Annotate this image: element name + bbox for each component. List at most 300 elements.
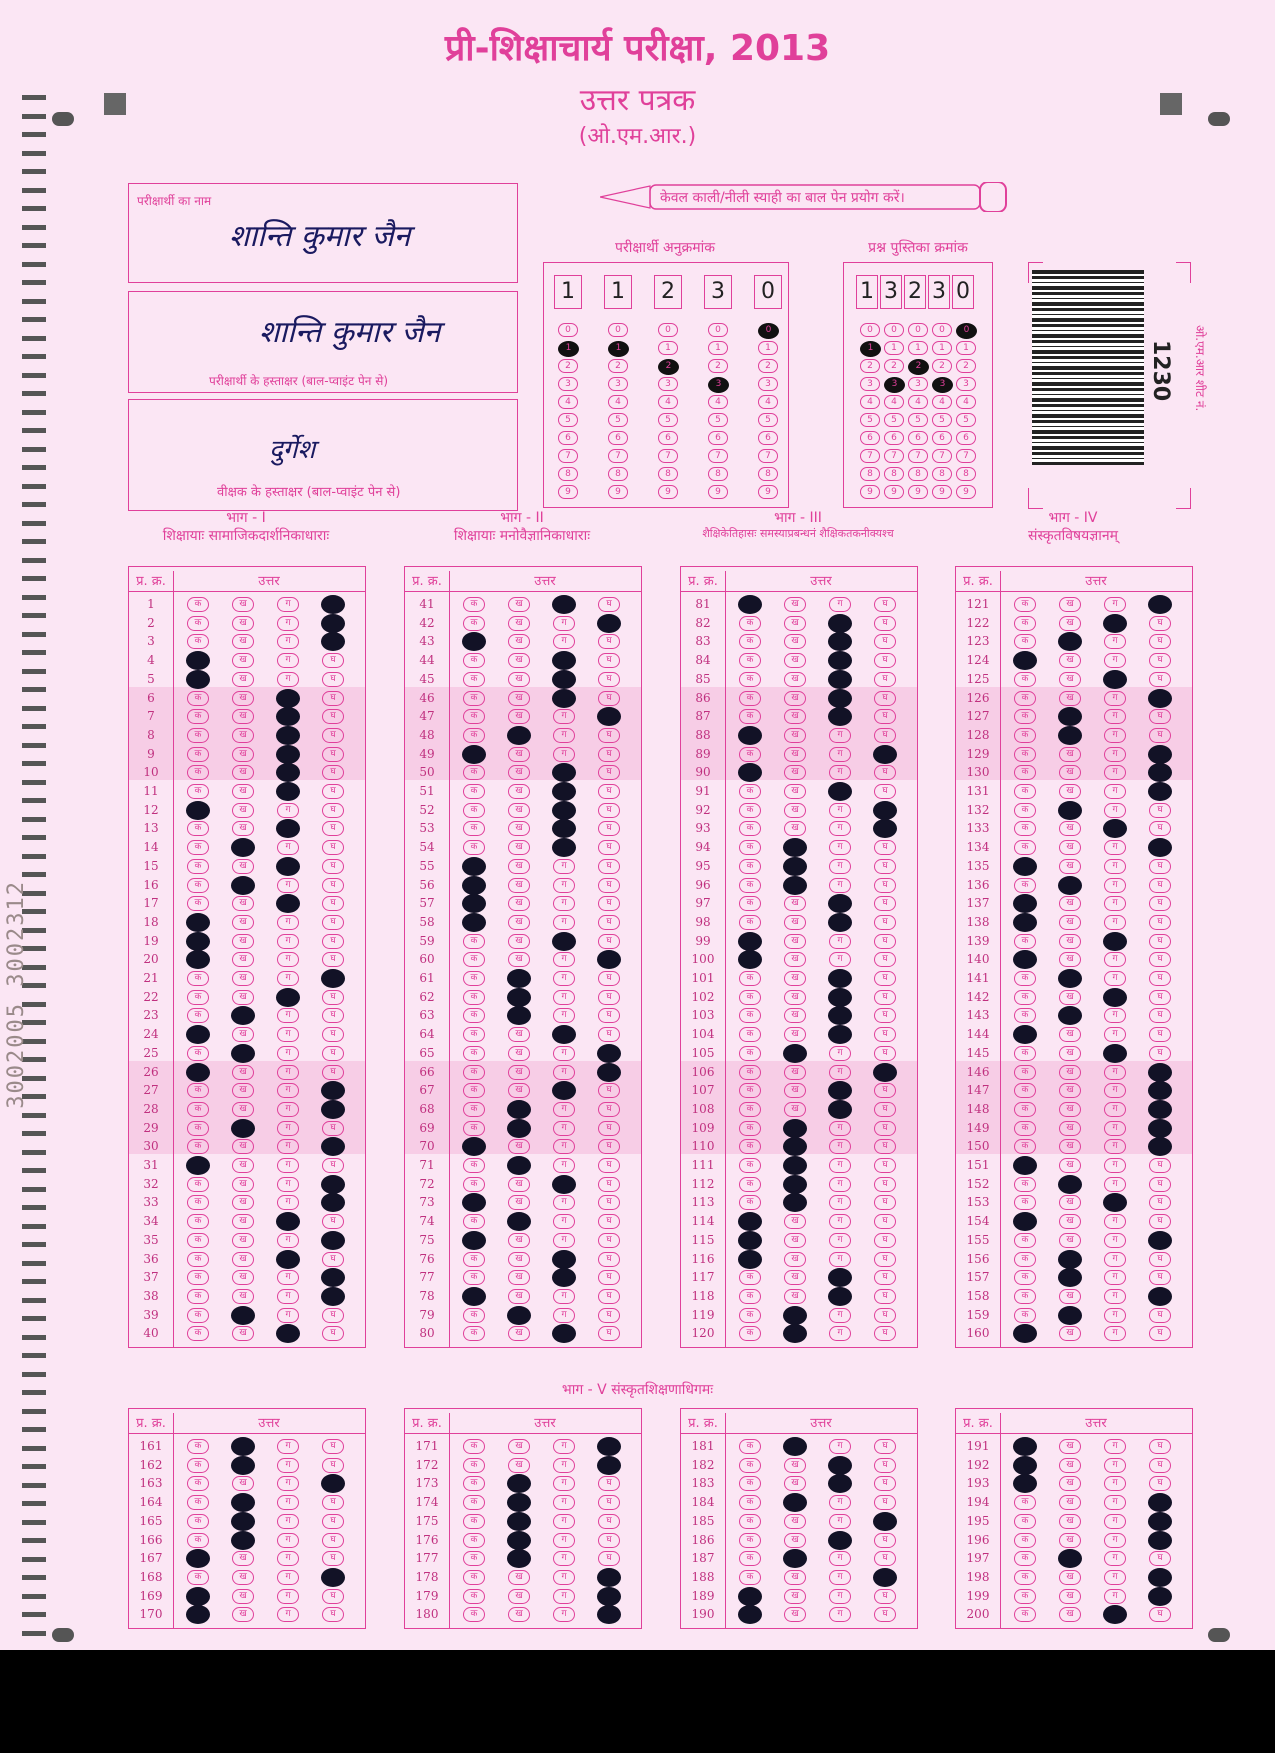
answer-bubble[interactable]: ख — [784, 1027, 806, 1042]
answer-bubble[interactable]: घ — [598, 915, 620, 930]
answer-bubble[interactable]: क — [463, 934, 485, 949]
digit-bubble[interactable]: 8 — [860, 467, 880, 481]
answer-bubble[interactable]: ख — [508, 1027, 530, 1042]
answer-bubble[interactable] — [462, 894, 486, 913]
answer-bubble[interactable]: ख — [1059, 597, 1081, 612]
answer-bubble[interactable]: ख — [232, 1195, 254, 1210]
answer-bubble[interactable]: ख — [232, 859, 254, 874]
answer-bubble[interactable] — [828, 1025, 852, 1044]
digit-bubble[interactable]: 3 — [932, 377, 953, 393]
answer-bubble[interactable]: घ — [1149, 1177, 1171, 1192]
answer-bubble[interactable] — [1058, 1175, 1082, 1194]
answer-bubble[interactable]: ख — [1059, 840, 1081, 855]
answer-bubble[interactable] — [462, 1231, 486, 1250]
answer-bubble[interactable]: ख — [1059, 765, 1081, 780]
answer-bubble[interactable]: घ — [874, 1533, 896, 1548]
answer-bubble[interactable]: क — [463, 1083, 485, 1098]
answer-bubble[interactable] — [231, 1044, 255, 1063]
answer-bubble[interactable]: क — [463, 990, 485, 1005]
answer-bubble[interactable]: ग — [277, 1476, 299, 1491]
digit-bubble[interactable]: 0 — [558, 323, 578, 337]
digit-bubble[interactable]: 2 — [932, 359, 952, 373]
answer-bubble[interactable] — [186, 801, 210, 820]
answer-bubble[interactable]: ख — [1059, 821, 1081, 836]
answer-bubble[interactable]: घ — [874, 1458, 896, 1473]
answer-bubble[interactable]: घ — [874, 765, 896, 780]
answer-bubble[interactable]: ख — [1059, 747, 1081, 762]
answer-bubble[interactable]: क — [463, 1495, 485, 1510]
answer-bubble[interactable]: क — [463, 1589, 485, 1604]
answer-bubble[interactable] — [828, 1456, 852, 1475]
answer-bubble[interactable]: ग — [829, 821, 851, 836]
answer-bubble[interactable]: ख — [1059, 1065, 1081, 1080]
answer-bubble[interactable]: घ — [874, 691, 896, 706]
answer-bubble[interactable]: ग — [1104, 1083, 1126, 1098]
answer-bubble[interactable]: ख — [232, 1027, 254, 1042]
answer-bubble[interactable]: ख — [232, 1607, 254, 1622]
digit-bubble[interactable]: 7 — [758, 449, 778, 463]
answer-bubble[interactable]: ख — [508, 616, 530, 631]
answer-bubble[interactable]: घ — [1149, 896, 1171, 911]
digit-bubble[interactable]: 8 — [884, 467, 904, 481]
answer-bubble[interactable]: घ — [874, 840, 896, 855]
answer-bubble[interactable]: घ — [1149, 1252, 1171, 1267]
digit-bubble[interactable]: 5 — [708, 413, 728, 427]
digit-bubble[interactable]: 5 — [884, 413, 904, 427]
answer-bubble[interactable]: ग — [277, 597, 299, 612]
answer-bubble[interactable]: ग — [277, 952, 299, 967]
answer-bubble[interactable]: ख — [232, 765, 254, 780]
answer-bubble[interactable]: ख — [1059, 672, 1081, 687]
answer-bubble[interactable]: क — [739, 1570, 761, 1585]
digit-bubble[interactable]: 9 — [608, 485, 628, 499]
answer-bubble[interactable]: ग — [553, 1458, 575, 1473]
answer-bubble[interactable]: क — [187, 859, 209, 874]
digit-bubble[interactable]: 0 — [884, 323, 904, 337]
answer-bubble[interactable]: घ — [598, 859, 620, 874]
answer-bubble[interactable] — [552, 1324, 576, 1343]
answer-bubble[interactable] — [1058, 632, 1082, 651]
answer-bubble[interactable] — [276, 689, 300, 708]
answer-bubble[interactable]: ग — [277, 1570, 299, 1585]
answer-bubble[interactable]: ख — [508, 1083, 530, 1098]
answer-bubble[interactable] — [738, 932, 762, 951]
answer-bubble[interactable]: क — [1014, 1289, 1036, 1304]
answer-bubble[interactable] — [1103, 614, 1127, 633]
answer-bubble[interactable]: क — [187, 597, 209, 612]
answer-bubble[interactable]: घ — [874, 971, 896, 986]
answer-bubble[interactable]: ख — [232, 747, 254, 762]
answer-bubble[interactable]: ग — [829, 1177, 851, 1192]
digit-bubble[interactable]: 0 — [658, 323, 678, 337]
answer-bubble[interactable]: क — [463, 1214, 485, 1229]
digit-bubble[interactable]: 2 — [758, 359, 778, 373]
answer-bubble[interactable]: ग — [829, 1195, 851, 1210]
answer-bubble[interactable] — [597, 1044, 621, 1063]
answer-bubble[interactable]: क — [463, 1439, 485, 1454]
answer-bubble[interactable] — [1103, 1193, 1127, 1212]
answer-bubble[interactable]: घ — [322, 653, 344, 668]
answer-bubble[interactable]: ख — [1059, 1027, 1081, 1042]
answer-bubble[interactable]: ख — [784, 1607, 806, 1622]
answer-bubble[interactable]: घ — [1149, 971, 1171, 986]
answer-bubble[interactable] — [828, 1006, 852, 1025]
answer-bubble[interactable] — [1013, 1212, 1037, 1231]
answer-bubble[interactable]: ख — [508, 765, 530, 780]
answer-bubble[interactable] — [1058, 1250, 1082, 1269]
answer-bubble[interactable]: ख — [232, 1139, 254, 1154]
answer-bubble[interactable] — [783, 1324, 807, 1343]
answer-bubble[interactable] — [1103, 1044, 1127, 1063]
answer-bubble[interactable]: घ — [322, 728, 344, 743]
answer-bubble[interactable]: क — [739, 1439, 761, 1454]
answer-bubble[interactable] — [828, 894, 852, 913]
answer-bubble[interactable]: ख — [1059, 1495, 1081, 1510]
answer-bubble[interactable]: ख — [784, 1233, 806, 1248]
answer-bubble[interactable]: ग — [553, 878, 575, 893]
answer-bubble[interactable]: घ — [322, 1607, 344, 1622]
answer-bubble[interactable]: क — [739, 747, 761, 762]
answer-bubble[interactable]: ग — [1104, 1214, 1126, 1229]
answer-bubble[interactable]: ख — [1059, 616, 1081, 631]
answer-bubble[interactable]: क — [463, 1326, 485, 1341]
answer-bubble[interactable]: क — [1014, 803, 1036, 818]
answer-bubble[interactable]: घ — [322, 1046, 344, 1061]
answer-bubble[interactable]: घ — [1149, 1027, 1171, 1042]
answer-bubble[interactable]: क — [187, 1570, 209, 1585]
answer-bubble[interactable] — [738, 1605, 762, 1624]
answer-bubble[interactable]: क — [463, 1458, 485, 1473]
answer-bubble[interactable]: ग — [277, 1551, 299, 1566]
answer-bubble[interactable]: घ — [322, 1158, 344, 1173]
answer-bubble[interactable]: क — [739, 1139, 761, 1154]
answer-bubble[interactable] — [507, 969, 531, 988]
answer-bubble[interactable] — [552, 689, 576, 708]
digit-bubble[interactable]: 9 — [558, 485, 578, 499]
answer-bubble[interactable]: ग — [277, 1195, 299, 1210]
answer-bubble[interactable] — [462, 632, 486, 651]
answer-bubble[interactable]: क — [739, 1158, 761, 1173]
answer-bubble[interactable]: ग — [829, 1514, 851, 1529]
answer-bubble[interactable] — [231, 1512, 255, 1531]
answer-bubble[interactable]: क — [1014, 1514, 1036, 1529]
answer-bubble[interactable]: ख — [1059, 653, 1081, 668]
answer-bubble[interactable]: ग — [553, 616, 575, 631]
digit-bubble[interactable]: 2 — [884, 359, 904, 373]
answer-bubble[interactable]: ख — [508, 691, 530, 706]
answer-bubble[interactable]: घ — [874, 1551, 896, 1566]
answer-bubble[interactable]: क — [739, 990, 761, 1005]
answer-bubble[interactable]: घ — [598, 840, 620, 855]
answer-bubble[interactable]: ख — [508, 1607, 530, 1622]
answer-bubble[interactable]: ख — [1059, 1214, 1081, 1229]
answer-bubble[interactable]: ख — [508, 878, 530, 893]
answer-bubble[interactable]: क — [463, 1121, 485, 1136]
answer-bubble[interactable]: क — [463, 1027, 485, 1042]
answer-bubble[interactable]: ख — [1059, 784, 1081, 799]
answer-bubble[interactable] — [828, 689, 852, 708]
answer-bubble[interactable]: घ — [874, 597, 896, 612]
answer-bubble[interactable]: ग — [553, 728, 575, 743]
answer-bubble[interactable] — [828, 651, 852, 670]
answer-bubble[interactable]: घ — [1149, 803, 1171, 818]
answer-bubble[interactable] — [321, 1268, 345, 1287]
digit-bubble[interactable]: 8 — [558, 467, 578, 481]
answer-bubble[interactable]: घ — [322, 878, 344, 893]
digit-bubble[interactable]: 7 — [608, 449, 628, 463]
answer-bubble[interactable] — [186, 1156, 210, 1175]
answer-bubble[interactable]: ग — [1104, 747, 1126, 762]
answer-bubble[interactable] — [828, 632, 852, 651]
answer-bubble[interactable]: क — [187, 1008, 209, 1023]
digit-bubble[interactable]: 4 — [860, 395, 880, 409]
answer-bubble[interactable]: ख — [784, 1214, 806, 1229]
answer-bubble[interactable]: ग — [277, 1458, 299, 1473]
answer-bubble[interactable]: ख — [232, 1570, 254, 1585]
answer-bubble[interactable]: ग — [553, 1533, 575, 1548]
answer-bubble[interactable]: ग — [829, 1252, 851, 1267]
answer-bubble[interactable] — [783, 1156, 807, 1175]
answer-bubble[interactable] — [276, 1250, 300, 1269]
answer-bubble[interactable]: क — [739, 1495, 761, 1510]
digit-bubble[interactable]: 3 — [708, 377, 729, 393]
answer-bubble[interactable]: क — [187, 747, 209, 762]
answer-bubble[interactable]: ग — [277, 934, 299, 949]
answer-bubble[interactable]: ग — [553, 896, 575, 911]
answer-bubble[interactable] — [783, 1119, 807, 1138]
answer-bubble[interactable]: क — [1014, 691, 1036, 706]
answer-bubble[interactable]: ख — [508, 915, 530, 930]
answer-bubble[interactable]: घ — [322, 803, 344, 818]
answer-bubble[interactable]: ख — [508, 784, 530, 799]
digit-bubble[interactable]: 6 — [758, 431, 778, 445]
answer-bubble[interactable]: ख — [508, 1570, 530, 1585]
answer-bubble[interactable]: ख — [508, 1270, 530, 1285]
digit-bubble[interactable]: 7 — [658, 449, 678, 463]
answer-bubble[interactable]: क — [739, 1195, 761, 1210]
answer-bubble[interactable]: घ — [874, 1083, 896, 1098]
digit-bubble[interactable]: 7 — [908, 449, 928, 463]
answer-bubble[interactable]: ग — [553, 1289, 575, 1304]
answer-bubble[interactable]: घ — [1149, 634, 1171, 649]
answer-bubble[interactable]: क — [463, 1252, 485, 1267]
answer-bubble[interactable]: क — [187, 971, 209, 986]
answer-bubble[interactable]: घ — [598, 691, 620, 706]
answer-bubble[interactable] — [828, 1268, 852, 1287]
answer-bubble[interactable]: ग — [1104, 859, 1126, 874]
answer-bubble[interactable]: घ — [1149, 672, 1171, 687]
answer-bubble[interactable]: क — [739, 1083, 761, 1098]
answer-bubble[interactable] — [738, 1231, 762, 1250]
answer-bubble[interactable] — [873, 1512, 897, 1531]
answer-bubble[interactable] — [186, 932, 210, 951]
digit-bubble[interactable]: 3 — [884, 377, 905, 393]
digit-bubble[interactable]: 1 — [558, 341, 579, 357]
answer-bubble[interactable] — [507, 988, 531, 1007]
answer-bubble[interactable]: क — [1014, 1065, 1036, 1080]
answer-bubble[interactable]: क — [739, 653, 761, 668]
digit-bubble[interactable]: 6 — [658, 431, 678, 445]
answer-bubble[interactable]: घ — [1149, 934, 1171, 949]
answer-bubble[interactable]: घ — [874, 1439, 896, 1454]
answer-bubble[interactable] — [231, 876, 255, 895]
answer-bubble[interactable] — [1013, 913, 1037, 932]
answer-bubble[interactable]: ख — [1059, 1233, 1081, 1248]
answer-bubble[interactable]: घ — [874, 616, 896, 631]
answer-bubble[interactable] — [552, 1175, 576, 1194]
answer-bubble[interactable]: ग — [1104, 1008, 1126, 1023]
answer-bubble[interactable]: घ — [598, 597, 620, 612]
answer-bubble[interactable]: ख — [232, 821, 254, 836]
answer-bubble[interactable]: क — [1014, 971, 1036, 986]
answer-bubble[interactable]: ग — [277, 1121, 299, 1136]
answer-bubble[interactable]: घ — [322, 1252, 344, 1267]
answer-bubble[interactable]: क — [739, 1289, 761, 1304]
answer-bubble[interactable]: घ — [322, 859, 344, 874]
answer-bubble[interactable]: ख — [1059, 1102, 1081, 1117]
answer-bubble[interactable]: घ — [598, 803, 620, 818]
digit-bubble[interactable]: 0 — [758, 323, 779, 339]
answer-bubble[interactable]: घ — [322, 990, 344, 1005]
answer-bubble[interactable]: ग — [1104, 1158, 1126, 1173]
answer-bubble[interactable]: घ — [598, 1214, 620, 1229]
answer-bubble[interactable]: ख — [784, 653, 806, 668]
answer-bubble[interactable]: ग — [1104, 597, 1126, 612]
answer-bubble[interactable]: क — [463, 653, 485, 668]
digit-bubble[interactable]: 9 — [956, 485, 976, 499]
answer-bubble[interactable] — [597, 1437, 621, 1456]
answer-bubble[interactable]: क — [739, 859, 761, 874]
answer-bubble[interactable]: ख — [508, 597, 530, 612]
answer-bubble[interactable]: क — [1014, 597, 1036, 612]
answer-bubble[interactable]: ख — [232, 784, 254, 799]
answer-bubble[interactable]: ग — [829, 747, 851, 762]
answer-bubble[interactable]: ग — [829, 1046, 851, 1061]
digit-bubble[interactable]: 0 — [708, 323, 728, 337]
answer-bubble[interactable]: घ — [598, 1551, 620, 1566]
answer-bubble[interactable]: ग — [1104, 765, 1126, 780]
answer-bubble[interactable]: ग — [277, 1158, 299, 1173]
answer-bubble[interactable]: घ — [598, 821, 620, 836]
answer-bubble[interactable] — [783, 838, 807, 857]
digit-bubble[interactable]: 2 — [908, 359, 929, 375]
answer-bubble[interactable]: क — [187, 1214, 209, 1229]
answer-bubble[interactable] — [507, 1119, 531, 1138]
answer-bubble[interactable] — [462, 1193, 486, 1212]
answer-bubble[interactable] — [552, 819, 576, 838]
answer-bubble[interactable]: ख — [232, 1289, 254, 1304]
digit-bubble[interactable]: 9 — [860, 485, 880, 499]
answer-bubble[interactable] — [1148, 1493, 1172, 1512]
answer-bubble[interactable]: ख — [784, 1252, 806, 1267]
answer-bubble[interactable]: क — [1014, 784, 1036, 799]
answer-bubble[interactable] — [552, 782, 576, 801]
answer-bubble[interactable]: ग — [277, 1027, 299, 1042]
answer-bubble[interactable]: ग — [829, 1607, 851, 1622]
answer-bubble[interactable]: घ — [874, 1233, 896, 1248]
answer-bubble[interactable]: ख — [232, 634, 254, 649]
answer-bubble[interactable]: घ — [598, 878, 620, 893]
answer-bubble[interactable]: क — [463, 1008, 485, 1023]
digit-bubble[interactable]: 4 — [908, 395, 928, 409]
answer-bubble[interactable]: ग — [829, 1570, 851, 1585]
answer-bubble[interactable]: ख — [508, 1326, 530, 1341]
answer-bubble[interactable]: क — [187, 1439, 209, 1454]
answer-bubble[interactable]: ग — [1104, 1252, 1126, 1267]
digit-bubble[interactable]: 3 — [860, 377, 880, 391]
digit-bubble[interactable]: 3 — [608, 377, 628, 391]
answer-bubble[interactable]: ग — [277, 1177, 299, 1192]
answer-bubble[interactable] — [276, 988, 300, 1007]
digit-bubble[interactable]: 7 — [956, 449, 976, 463]
answer-bubble[interactable] — [1013, 1437, 1037, 1456]
answer-bubble[interactable]: घ — [1149, 878, 1171, 893]
answer-bubble[interactable]: ख — [784, 691, 806, 706]
answer-bubble[interactable] — [597, 1456, 621, 1475]
answer-bubble[interactable] — [462, 913, 486, 932]
answer-bubble[interactable]: क — [187, 1233, 209, 1248]
answer-bubble[interactable]: घ — [1149, 821, 1171, 836]
answer-bubble[interactable]: घ — [322, 1458, 344, 1473]
answer-bubble[interactable]: घ — [874, 1589, 896, 1604]
answer-bubble[interactable]: ख — [784, 1570, 806, 1585]
answer-bubble[interactable]: ख — [1059, 1083, 1081, 1098]
answer-bubble[interactable] — [1013, 857, 1037, 876]
digit-bubble[interactable]: 5 — [956, 413, 976, 427]
answer-bubble[interactable]: ख — [1059, 859, 1081, 874]
answer-bubble[interactable]: ग — [553, 1308, 575, 1323]
answer-bubble[interactable]: क — [1014, 1533, 1036, 1548]
answer-bubble[interactable] — [507, 1474, 531, 1493]
answer-bubble[interactable] — [1013, 1456, 1037, 1475]
answer-bubble[interactable] — [1103, 932, 1127, 951]
digit-bubble[interactable]: 5 — [758, 413, 778, 427]
answer-bubble[interactable] — [507, 1531, 531, 1550]
answer-bubble[interactable] — [552, 932, 576, 951]
answer-bubble[interactable]: ग — [1104, 1177, 1126, 1192]
answer-bubble[interactable]: क — [187, 1326, 209, 1341]
answer-bubble[interactable]: ख — [784, 803, 806, 818]
answer-bubble[interactable] — [321, 595, 345, 614]
answer-bubble[interactable]: क — [463, 1158, 485, 1173]
answer-bubble[interactable]: क — [187, 616, 209, 631]
answer-bubble[interactable]: ग — [277, 1589, 299, 1604]
answer-bubble[interactable] — [552, 670, 576, 689]
answer-bubble[interactable]: घ — [874, 1476, 896, 1491]
answer-bubble[interactable]: घ — [874, 915, 896, 930]
answer-bubble[interactable]: क — [739, 896, 761, 911]
answer-bubble[interactable]: क — [1014, 1177, 1036, 1192]
answer-bubble[interactable]: ख — [784, 1102, 806, 1117]
digit-bubble[interactable]: 1 — [932, 341, 952, 355]
answer-bubble[interactable]: ग — [553, 1065, 575, 1080]
answer-bubble[interactable]: ख — [232, 1270, 254, 1285]
answer-bubble[interactable] — [321, 1287, 345, 1306]
digit-bubble[interactable]: 7 — [860, 449, 880, 463]
answer-bubble[interactable]: क — [739, 1102, 761, 1117]
answer-bubble[interactable]: घ — [1149, 990, 1171, 1005]
answer-bubble[interactable]: क — [739, 1046, 761, 1061]
answer-bubble[interactable] — [231, 1456, 255, 1475]
answer-bubble[interactable]: ख — [508, 1289, 530, 1304]
answer-bubble[interactable] — [321, 1474, 345, 1493]
answer-bubble[interactable]: घ — [322, 672, 344, 687]
answer-bubble[interactable]: क — [1014, 1083, 1036, 1098]
answer-bubble[interactable]: ग — [1104, 1139, 1126, 1154]
digit-bubble[interactable]: 6 — [860, 431, 880, 445]
answer-bubble[interactable]: ख — [508, 1195, 530, 1210]
answer-bubble[interactable] — [1148, 1287, 1172, 1306]
